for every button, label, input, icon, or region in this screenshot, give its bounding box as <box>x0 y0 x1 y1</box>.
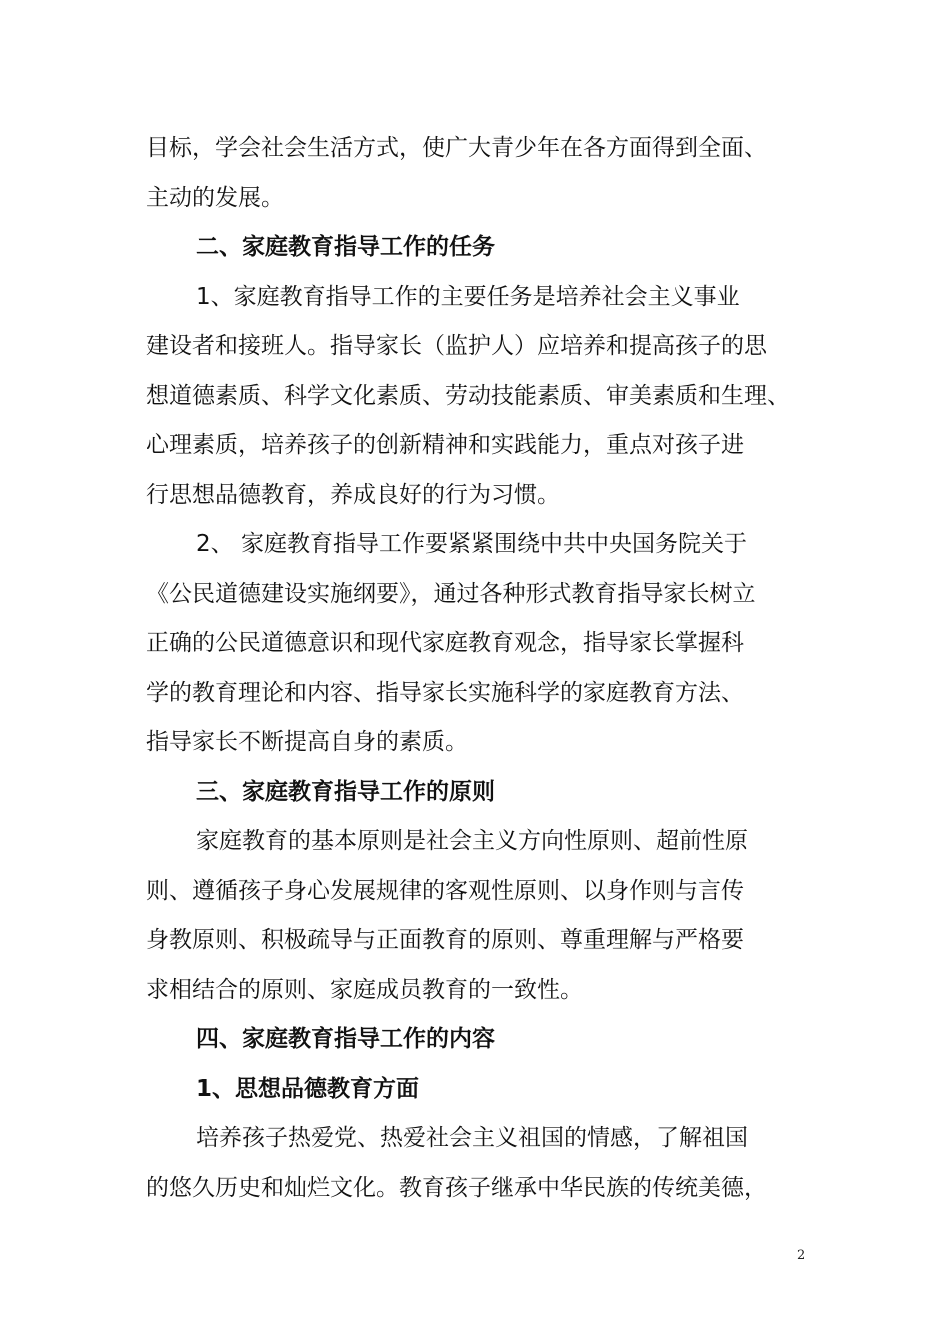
body-text-line: 求相结合的原则、家庭成员教育的一致性。 <box>146 976 583 1003</box>
section-heading: 二、家庭教育指导工作的任务 <box>196 234 495 260</box>
document-body <box>146 124 818 1213</box>
body-text-line: 《公民道德建设实施纲要》，通过各种形式教育指导家长树立 <box>146 580 756 607</box>
body-text-line: 目标，学会社会生活方式，使广大青少年在各方面得到全面、 <box>146 135 767 161</box>
body-text-line: 则、遵循孩子身心发展规律的客观性原则、以身作则与言传 <box>146 877 744 904</box>
body-text-line: 学的教育理论和内容、指导家长实施科学的家庭教育方法、 <box>146 679 744 706</box>
body-text-line: 正确的公民道德意识和现代家庭教育观念，指导家长掌握科 <box>146 630 744 656</box>
body-text-line: 建设者和接班人。指导家长（监护人）应培养和提高孩子的思 <box>146 333 767 359</box>
body-text-line: 心理素质，培养孩子的创新精神和实践能力，重点对孩子进 <box>146 432 744 458</box>
body-text-line: 2、 家庭教育指导工作要紧紧围绕中共中央国务院关于 <box>196 531 747 557</box>
section-heading: 四、家庭教育指导工作的内容 <box>196 1026 495 1052</box>
subsection-heading: 1、思想品德教育方面 <box>196 1075 420 1102</box>
body-text-line: 培养孩子热爱党、热爱社会主义祖国的情感，了解祖国 <box>196 1125 748 1151</box>
body-text-line: 家庭教育的基本原则是社会主义方向性原则、超前性原 <box>196 828 748 854</box>
body-text-line: 1、家庭教育指导工作的主要任务是培养社会主义事业 <box>196 283 740 310</box>
body-text-line: 行思想品德教育，养成良好的行为习惯。 <box>146 481 560 508</box>
page-number: 2 <box>797 1248 806 1263</box>
body-text-line: 的悠久历史和灿烂文化。教育孩子继承中华民族的传统美德， <box>146 1174 767 1201</box>
body-text-line: 主动的发展。 <box>146 184 284 211</box>
body-text-line: 身教原则、积极疏导与正面教育的原则、尊重理解与严格要 <box>146 927 744 953</box>
section-heading: 三、家庭教育指导工作的原则 <box>196 778 495 805</box>
body-text-line: 指导家长不断提高自身的素质。 <box>146 729 468 755</box>
body-text-line: 想道德素质、科学文化素质、劳动技能素质、审美素质和生理、 <box>146 382 790 409</box>
